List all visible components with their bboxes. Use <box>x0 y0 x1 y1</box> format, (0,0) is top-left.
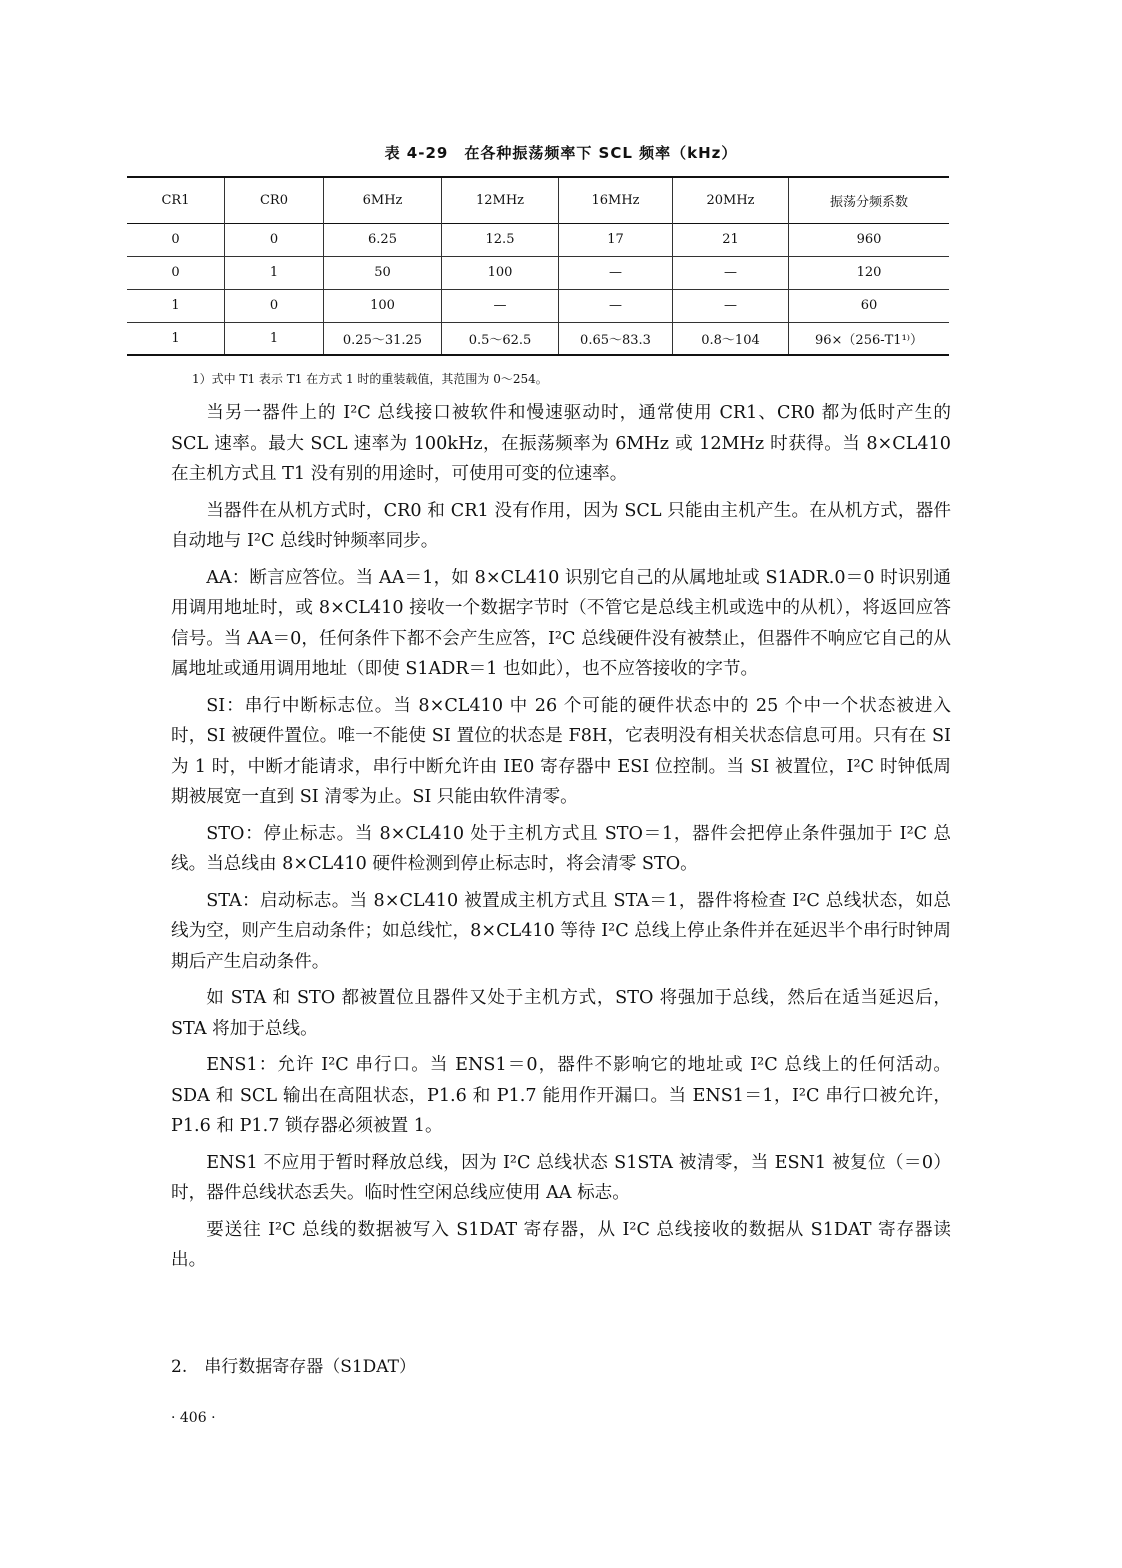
table-row <box>127 289 949 322</box>
paragraph: 如 STA 和 STO 都被置位且器件又处于主机方式，STO 将强加于总线，然后在适当延迟后，STA 将加于总线。 <box>171 988 951 1039</box>
table-cell: 12.5 <box>442 223 559 256</box>
header-cell: 12MHz <box>442 177 559 223</box>
table-cell: — <box>442 289 559 322</box>
table-cell: 120 <box>789 256 950 289</box>
table-cell: — <box>673 289 789 322</box>
table-cell: 0.25～31.25 <box>324 322 442 355</box>
paragraph: 当器件在从机方式时，CR0 和 CR1 没有作用，因为 SCL 只能由主机产生。在从机方式，器件自动地与 I²C 总线时钟频率同步。 <box>171 500 951 551</box>
section-title: 2. 串行数据寄存器（S1DAT） <box>171 1357 416 1377</box>
table-cell: 100 <box>324 289 442 322</box>
header-cell: 6MHz <box>324 177 442 223</box>
paragraph: SI：串行中断标志位。当 8×CL410 中 26 个可能的硬件状态中的 25 个中一个状态被进入时，SI 被硬件置位。唯一不能使 SI 置位的状态是 F8H，它表明没有相关状态信息可用。只有在 SI 为 1 时，中断才能请求，串行中断允许由 IE0 寄存器中 ESI 位控制。当 SI 被置位，I²C 时钟低周期被展宽一直到 SI 清零为止。SI 只能由软件清零。 <box>171 695 951 807</box>
table-header-row <box>127 177 949 223</box>
table-cell: 17 <box>559 223 673 256</box>
header-cell: 20MHz <box>673 177 789 223</box>
page-number: · 406 · <box>171 1410 216 1426</box>
table-cell: 1 <box>225 322 324 355</box>
table-cell: 1 <box>171 330 180 346</box>
paragraph: STA：启动标志。当 8×CL410 被置成主机方式且 STA＝1，器件将检查 I²C 总线状态，如总线为空，则产生启动条件；如总线忙，8×CL410 等待 I²C 总线上停止条件并在延迟半个串行时钟周期后产生启动条件。 <box>171 890 951 972</box>
header-cell: CR0 <box>225 177 324 223</box>
table-cell: 21 <box>673 223 789 256</box>
body-text <box>171 398 951 1282</box>
table-cell: 100 <box>442 256 559 289</box>
table-cell: 0 <box>171 232 180 247</box>
table-row <box>127 256 949 289</box>
table-cell: 0.65～83.3 <box>559 322 673 355</box>
paragraph: ENS1：允许 I²C 串行口。当 ENS1＝0，器件不影响它的地址或 I²C 总线上的任何活动。SDA 和 SCL 输出在高阻状态，P1.6 和 P1.7 能用作开漏口。当 ENS1＝1，I²C 串行口被允许，P1.6 和 P1.7 锁存器必须被置 1。 <box>171 1055 951 1136</box>
table-cell: 960 <box>789 223 950 256</box>
table-cell: 1 <box>225 256 324 289</box>
table-cell: 0.5～62.5 <box>442 322 559 355</box>
table-cell: — <box>559 256 673 289</box>
table-cell: — <box>673 256 789 289</box>
table-caption: 表 4-29 在各种振荡频率下 SCL 频率（kHz） <box>384 144 738 162</box>
paragraph: ENS1 不应用于暂时释放总线，因为 I²C 总线状态 S1STA 被清零，当 ESN1 被复位（＝0）时，器件总线状态丢失。临时性空闲总线应使用 AA 标志。 <box>171 1152 951 1203</box>
table-cell: 1 <box>171 298 180 313</box>
table-cell: 0 <box>225 223 324 256</box>
table-cell: — <box>559 289 673 322</box>
header-cell: CR1 <box>161 192 190 208</box>
table-row <box>127 223 949 256</box>
paragraph: 要送往 I²C 总线的数据被写入 S1DAT 寄存器，从 I²C 总线接收的数据从 S1DAT 寄存器读出。 <box>171 1219 951 1270</box>
table-cell: 96×（256-T1¹⁾） <box>789 322 950 355</box>
table-cell: 0 <box>171 265 180 280</box>
paragraph: STO：停止标志。当 8×CL410 处于主机方式且 STO＝1，器件会把停止条件强加于 I²C 总线。当总线由 8×CL410 硬件检测到停止标志时，将会清零 STO。 <box>171 823 951 874</box>
header-cell: 振荡分频系数 <box>789 177 950 223</box>
table-row <box>127 322 949 355</box>
table-footnote: 1）式中 T1 表示 T1 在方式 1 时的重装载值，其范围为 0～254。 <box>192 372 548 386</box>
scl-frequency-table <box>127 176 949 356</box>
table-cell: 50 <box>324 256 442 289</box>
paragraph: 当另一器件上的 I²C 总线接口被软件和慢速驱动时，通常使用 CR1、CR0 都为低时产生的 SCL 速率。最大 SCL 速率为 100kHz，在振荡频率为 6MHz 或 12MHz 时获得。当 8×CL410 在主机方式且 T1 没有别的用途时，可使用可变的位速率。 <box>171 403 951 484</box>
table-cell: 6.25 <box>324 223 442 256</box>
paragraph: AA：断言应答位。当 AA＝1，如 8×CL410 识别它自己的从属地址或 S1ADR.0＝0 时识别通用调用地址时，或 8×CL410 接收一个数据字节时（不管它是总线主机或选中的从机），将返回应答信号。当 AA＝0，任何条件下都不会产生应答，I²C 总线硬件没有被禁止，但器件不响应它自己的从属地址或通用调用地址（即使 S1ADR＝1 也如此），也不应答接收的字节。 <box>171 567 951 679</box>
header-cell: 16MHz <box>559 177 673 223</box>
table-cell: 0 <box>225 289 324 322</box>
table-cell: 60 <box>789 289 950 322</box>
table-cell: 0.8～104 <box>673 322 789 355</box>
